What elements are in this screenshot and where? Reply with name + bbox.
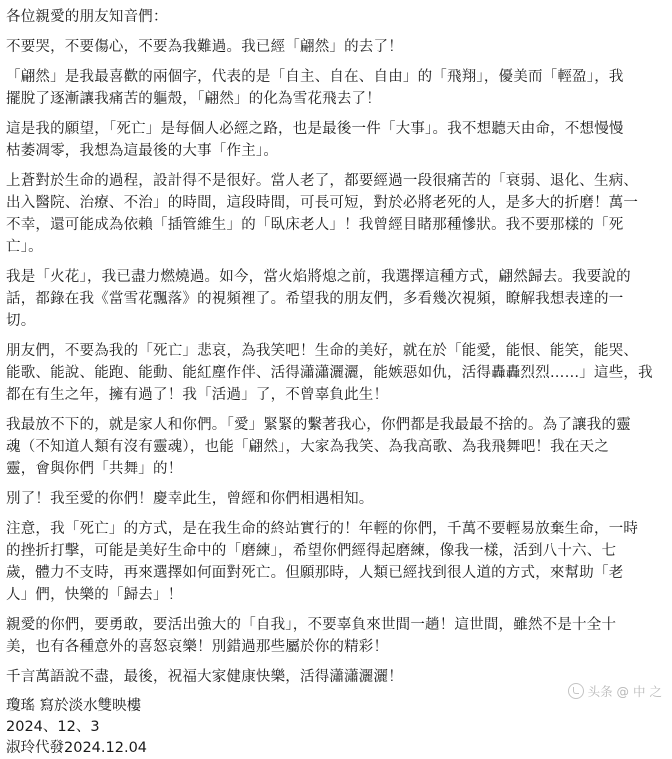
letter-line: 話，都錄在我《當雪花飄落》的視頻裡了。希望我的朋友們，多看幾次視頻，瞭解我想表達的一 [6, 291, 624, 307]
letter-line: 上蒼對於生命的過程，設計得不是很好。當人老了，都要經過一段很痛苦的「衰弱、退化、生病、 [6, 173, 639, 189]
letter-paragraph [6, 266, 662, 332]
letter-paragraph [6, 614, 662, 658]
letter-paragraph [6, 488, 662, 510]
signature-block [6, 696, 662, 759]
letter-paragraph [6, 118, 662, 162]
letter-line: 不幸，還可能成為依賴「插管維生」的「臥床老人」！我曾經目睹那種慘狀。我不要那樣的「死 [6, 217, 624, 233]
letter-line: 擺脫了逐漸讓我痛苦的軀殼，「翩然」的化為雪花飛去了！ [6, 91, 381, 107]
letter-paragraph [6, 36, 662, 58]
letter-line: 出入醫院、治療、不治」的時間，這段時間，可長可短，對於必將老死的人，是多大的折磨！萬一 [6, 195, 639, 211]
watermark [566, 682, 664, 700]
letter-line: 的挫折打擊，可能是美好生命中的「磨練」，希望你們經得起磨練，像我一樣，活到八十六、七 [6, 543, 617, 559]
letter-paragraph [6, 666, 662, 688]
weibo-logo-icon [568, 683, 584, 699]
letter-line: 「翩然」是我最喜歡的兩個字，代表的是「自主、自在、自由」的「飛翔」，優美而「輕盈」，我 [6, 69, 624, 85]
letter-body [6, 36, 662, 696]
letter-line: 不要哭，不要傷心，不要為我難過。我已經「翩然」的去了！ [6, 39, 403, 55]
letter-line: 這是我的願望，「死亡」是每個人必經之路，也是最後一件「大事」。我不想聽天由命，不想慢慢 [6, 121, 624, 137]
letter-line: 靈，會與你們「共舞」的！ [6, 461, 183, 477]
signature-posted: 淑玲代發2024.12.04 [6, 740, 148, 756]
letter-line: 都在有生之年，擁有過了！我「活過」了，不曾辜負此生！ [6, 387, 389, 403]
letter-line: 亡」。 [6, 239, 43, 255]
letter-line: 美，也有各種意外的喜怒哀樂！別錯過那些屬於你的精彩！ [6, 639, 389, 655]
letter-line: 注意，我「死亡」的方式，是在我生命的終站實行的！年輕的你們，千萬不要輕易放棄生命，一時 [6, 521, 639, 537]
letter-line: 我最放不下的，就是家人和你們。「愛」緊緊的繫著我心，你們都是我最最不捨的。為了讓我的靈 [6, 417, 631, 433]
letter-paragraph [6, 340, 662, 406]
signature-author: 瓊瑤 寫於淡水雙映樓 [6, 698, 142, 714]
letter-line: 我是「火花」，我已盡力燃燒過。如今，當火焰將熄之前，我選擇這種方式，翩然歸去。我要說的 [6, 269, 631, 285]
letter-line: 枯萎凋零，我想為這最後的大事「作主」。 [6, 143, 279, 159]
letter-paragraph [6, 66, 662, 110]
watermark-text: 头条 @ 中 之 [587, 684, 662, 699]
letter [6, 6, 662, 759]
letter-line: 朋友們，不要為我的「死亡」悲哀，為我笑吧！生命的美好，就在於「能愛，能恨、能笑，能哭、 [6, 343, 639, 359]
letter-paragraph [6, 414, 662, 480]
letter-greeting: 各位親愛的朋友知音們： [6, 9, 168, 25]
letter-line: 人」們，快樂的「歸去」！ [6, 587, 183, 603]
signature-date: 2024、12、3 [6, 719, 100, 735]
letter-line: 能歌、能說、能跑、能動、能紅塵作伴、活得瀟瀟灑灑，能嫉惡如仇，活得轟轟烈烈……」這些，我 [6, 365, 653, 381]
letter-line: 親愛的你們，要勇敢，要活出強大的「自我」，不要辜負來世間一趟！這世間，雖然不是十全十 [6, 617, 617, 633]
letter-line: 別了！我至愛的你們！慶幸此生，曾經和你們相遇相知。 [6, 491, 374, 507]
letter-paragraph [6, 170, 662, 258]
letter-line: 魂（不知道人類有沒有靈魂），也能「翩然」，大家為我笑、為我高歌、為我飛舞吧！我在天之 [6, 439, 609, 455]
letter-paragraph [6, 518, 662, 606]
letter-line: 歲，體力不支時，再來選擇如何面對死亡。但願那時，人類已經找到很人道的方式，來幫助「老 [6, 565, 624, 581]
letter-line: 切。 [6, 313, 36, 329]
letter-line: 千言萬語說不盡，最後，祝福大家健康快樂，活得瀟瀟灑灑！ [6, 669, 403, 685]
